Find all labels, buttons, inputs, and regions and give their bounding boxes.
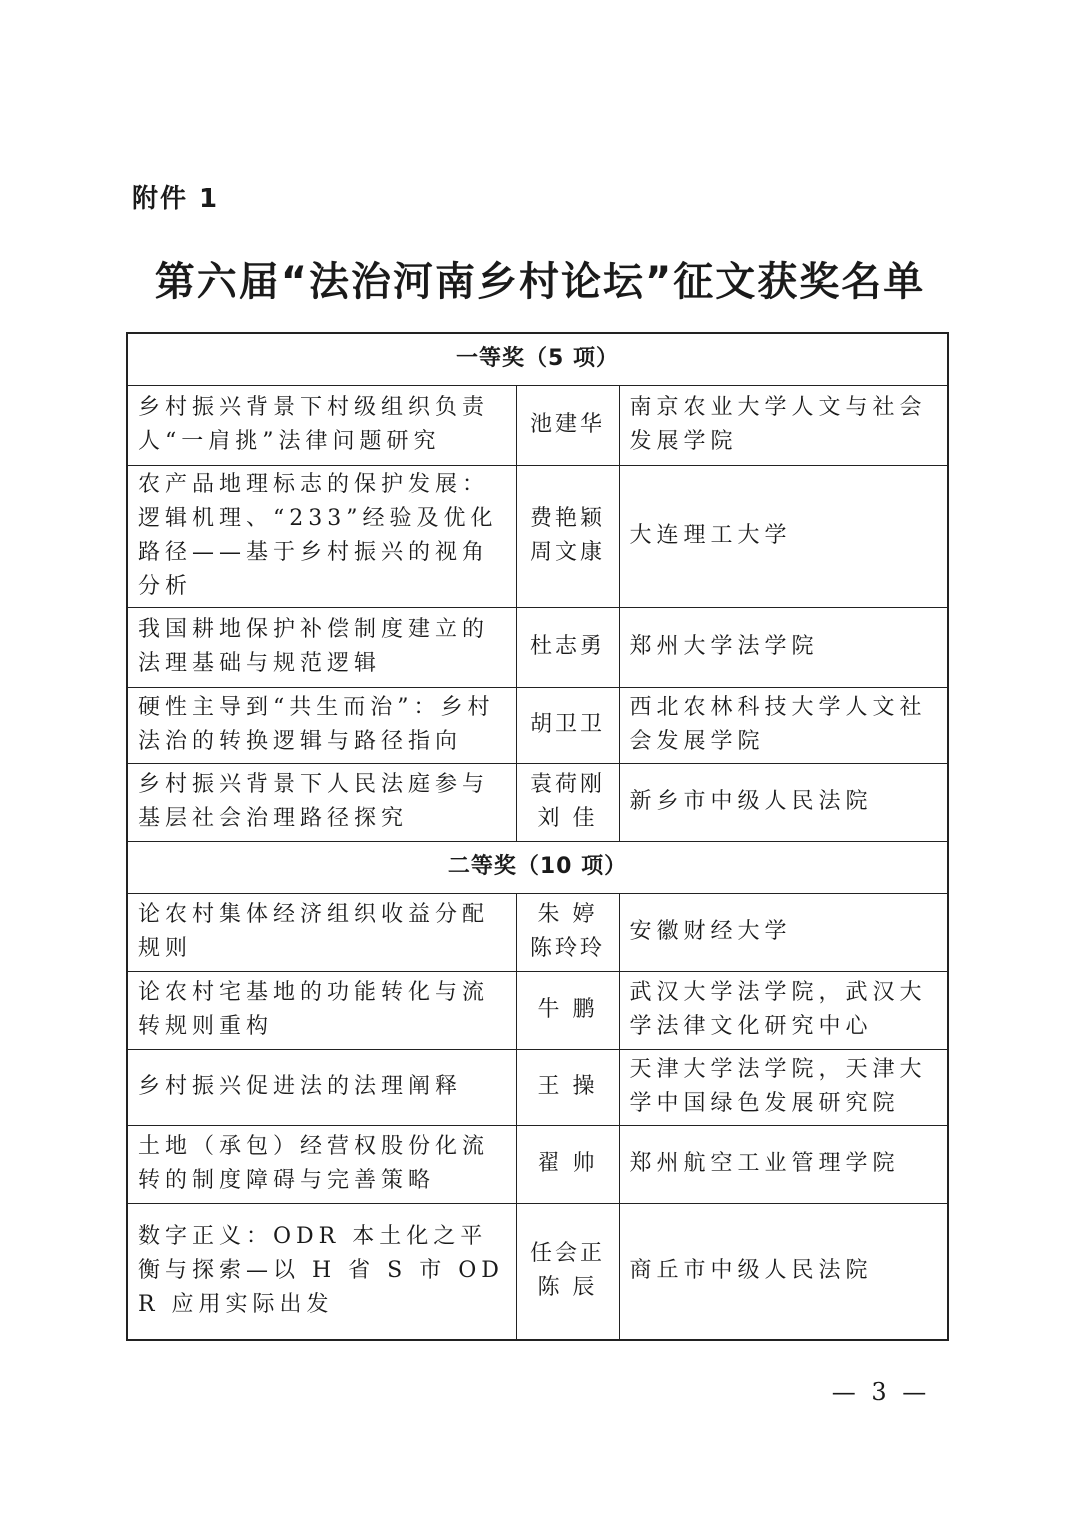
author-cell bbox=[516, 1125, 619, 1203]
awards-table bbox=[126, 332, 949, 1341]
table-row bbox=[127, 971, 948, 1049]
institution: 郑州大学法学院 bbox=[619, 607, 948, 687]
author-name: 陈玲玲 bbox=[529, 936, 605, 961]
author-name: 王 操 bbox=[537, 1074, 598, 1099]
table-row bbox=[127, 385, 948, 465]
author-name: 杜志勇 bbox=[529, 634, 605, 659]
paper-title: 乡村振兴背景下人民法庭参与基层社会治理路径探究 bbox=[127, 763, 516, 841]
institution: 安徽财经大学 bbox=[619, 893, 948, 971]
author-cell bbox=[516, 465, 619, 607]
paper-title: 论农村宅基地的功能转化与流转规则重构 bbox=[127, 971, 516, 1049]
attachment-label: 附件 1 bbox=[132, 184, 220, 214]
paper-title: 土地（承包）经营权股份化流转的制度障碍与完善策略 bbox=[127, 1125, 516, 1203]
table-row bbox=[127, 763, 948, 841]
author-name: 袁荷刚 bbox=[529, 772, 605, 797]
category-label: 一等奖（5 项） bbox=[127, 333, 948, 385]
author-cell bbox=[516, 687, 619, 763]
author-cell bbox=[516, 763, 619, 841]
author-name: 朱 婷 bbox=[537, 902, 598, 927]
author-cell bbox=[516, 385, 619, 465]
paper-title: 我国耕地保护补偿制度建立的法理基础与规范逻辑 bbox=[127, 607, 516, 687]
institution: 新乡市中级人民法院 bbox=[619, 763, 948, 841]
institution: 大连理工大学 bbox=[619, 465, 948, 607]
author-name: 任会正 bbox=[529, 1241, 605, 1267]
author-cell bbox=[516, 971, 619, 1049]
page-number: — 3 — bbox=[831, 1378, 931, 1406]
institution: 武汉大学法学院，武汉大学法律文化研究中心 bbox=[619, 971, 948, 1049]
author-cell bbox=[516, 893, 619, 971]
author-name: 池建华 bbox=[529, 412, 605, 437]
author-cell bbox=[516, 1203, 619, 1340]
author-name: 胡卫卫 bbox=[529, 712, 605, 737]
author-name: 周文康 bbox=[529, 540, 605, 565]
paper-title: 农产品地理标志的保护发展：逻辑机理、“233”经验及优化路径——基于乡村振兴的视角分析 bbox=[127, 465, 516, 607]
category-label: 二等奖（10 项） bbox=[127, 841, 948, 893]
table-row bbox=[127, 607, 948, 687]
author-cell bbox=[516, 1049, 619, 1125]
paper-title: 硬性主导到“共生而治”：乡村法治的转换逻辑与路径指向 bbox=[127, 687, 516, 763]
table-row bbox=[127, 465, 948, 607]
institution: 西北农林科技大学人文社会发展学院 bbox=[619, 687, 948, 763]
table-row bbox=[127, 1125, 948, 1203]
table-row bbox=[127, 1049, 948, 1125]
category-header-row bbox=[127, 333, 948, 385]
author-name: 翟 帅 bbox=[537, 1151, 598, 1176]
author-name: 牛 鹏 bbox=[537, 997, 598, 1022]
author-name: 费艳颖 bbox=[529, 506, 605, 531]
institution: 南京农业大学人文与社会发展学院 bbox=[619, 385, 948, 465]
author-name: 刘 佳 bbox=[537, 806, 598, 831]
document-title: 第六届“法治河南乡村论坛”征文获奖名单 bbox=[154, 259, 926, 305]
institution: 天津大学法学院，天津大学中国绿色发展研究院 bbox=[619, 1049, 948, 1125]
paper-title: 乡村振兴促进法的法理阐释 bbox=[127, 1049, 516, 1125]
institution: 郑州航空工业管理学院 bbox=[619, 1125, 948, 1203]
author-name: 陈 辰 bbox=[537, 1275, 598, 1301]
category-header-row bbox=[127, 841, 948, 893]
table-row bbox=[127, 1203, 948, 1340]
paper-title: 数字正义：ODR 本土化之平衡与探索—以 H 省 S 市 ODR 应用实际出发 bbox=[127, 1203, 516, 1340]
author-cell bbox=[516, 607, 619, 687]
paper-title: 乡村振兴背景下村级组织负责人“一肩挑”法律问题研究 bbox=[127, 385, 516, 465]
paper-title: 论农村集体经济组织收益分配规则 bbox=[127, 893, 516, 971]
table-row bbox=[127, 893, 948, 971]
institution: 商丘市中级人民法院 bbox=[619, 1203, 948, 1340]
table-row bbox=[127, 687, 948, 763]
